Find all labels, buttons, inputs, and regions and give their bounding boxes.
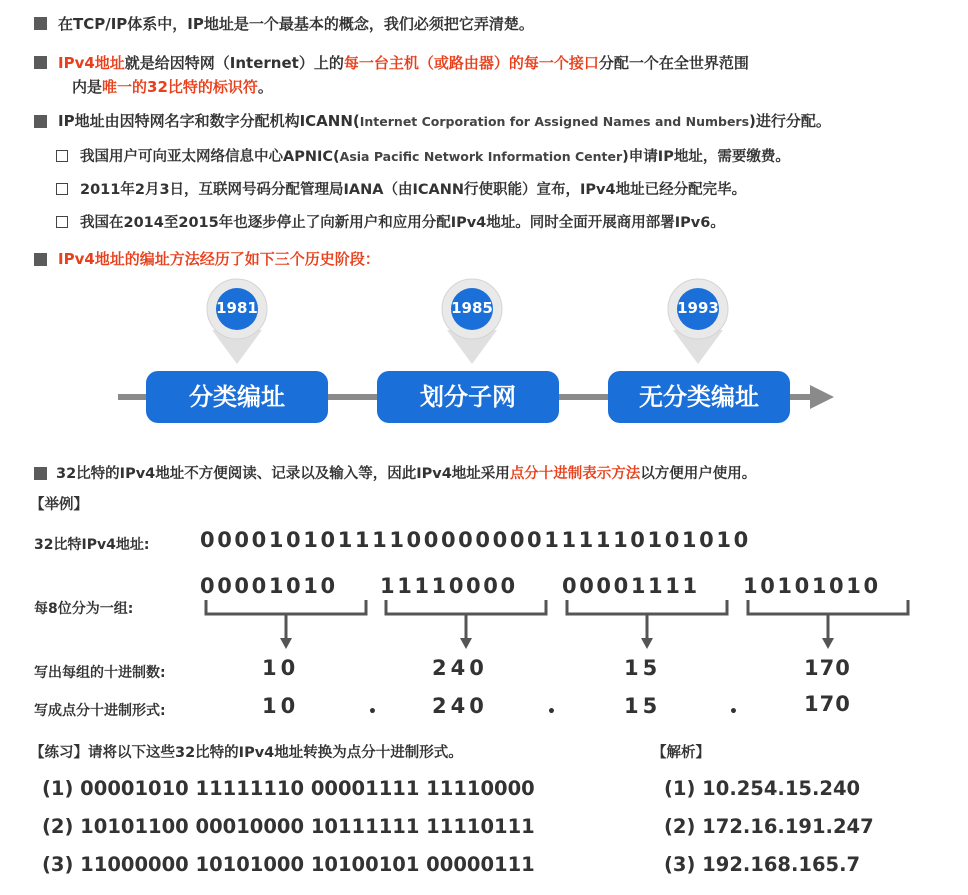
- bracket-4: [748, 600, 908, 614]
- row-label-dotted: 写成点分十进制形式:: [34, 703, 166, 719]
- group-4-bits: 10101010: [743, 574, 881, 598]
- text: 32比特的IPv4地址不方便阅读、记录以及输入等，因此IPv4地址采用: [56, 466, 510, 482]
- year-1985: 1985: [451, 299, 493, 317]
- group-1-bits: 00001010: [200, 574, 338, 598]
- group-2-bits: 11110000: [380, 574, 518, 598]
- practice-question-3: (3) 11000000 10101000 10100101 00000111: [42, 853, 535, 876]
- bracket-2: [386, 600, 546, 614]
- dot-separator: •: [729, 704, 738, 720]
- dot-separator: •: [368, 704, 377, 720]
- intro-line-5: IPv4地址的编址方法经历了如下三个历史阶段：: [58, 250, 380, 268]
- practice-title: 【练习】请将以下这些32比特的IPv4地址转换为点分十进制形式。: [30, 745, 463, 761]
- decimal-4: 170: [804, 656, 851, 680]
- arrow-down-icon: [460, 638, 472, 649]
- example-tag: 【举例】: [30, 497, 88, 513]
- practice-answer-3: (3) 192.168.165.7: [664, 853, 861, 876]
- decimal-3: 15: [624, 656, 662, 680]
- dot-separator: •: [547, 704, 556, 720]
- answer-title: 【解析】: [652, 745, 710, 761]
- text: 就是给因特网（Internet）上的: [124, 54, 344, 72]
- stage-subnetting: 划分子网: [377, 371, 559, 423]
- pin-1993: [668, 279, 728, 364]
- practice-question-2: (2) 10101100 00010000 10111111 11110111: [42, 815, 535, 838]
- pin-1985: [442, 279, 502, 364]
- stage-classful: 分类编址: [146, 371, 328, 423]
- practice-answer-2: (2) 172.16.191.247: [664, 815, 874, 838]
- highlight-interface: 每一台主机（或路由器）的每一个接口: [343, 54, 599, 72]
- bracket-3: [567, 600, 727, 614]
- arrow-down-icon: [822, 638, 834, 649]
- text: 。: [257, 78, 273, 96]
- ipv4-term: IPv4地址: [58, 54, 125, 72]
- text: 以方便用户使用。: [640, 466, 757, 482]
- group-3-bits: 00001111: [562, 574, 700, 598]
- highlight-unique-id: 唯一的32比特的标识符: [102, 78, 258, 96]
- decimal-2: 240: [432, 656, 488, 680]
- bullet-5: [34, 467, 47, 480]
- row-label-32bit: 32比特IPv4地址:: [34, 537, 150, 553]
- decimal-1: 10: [262, 656, 300, 680]
- year-1993: 1993: [677, 299, 719, 317]
- dotted-value-3: 15: [624, 694, 662, 718]
- text: IP地址由因特网名字和数字分配机构ICANN(: [58, 112, 360, 130]
- row-bits-32: 00001010111100000000111110101010: [200, 528, 751, 552]
- arrow-down-icon: [280, 638, 292, 649]
- text: )进行分配。: [749, 112, 831, 130]
- pin-1981: [207, 279, 267, 364]
- practice-answer-1: (1) 10.254.15.240: [664, 777, 861, 800]
- intro-line-1: 在TCP/IP体系中，IP地址是一个最基本的概念，我们必须把它弄清楚。: [58, 15, 534, 33]
- text: 内是: [72, 78, 103, 96]
- sub-line-2: 2011年2月3日，互联网号码分配管理局IANA（由ICANN行使职能）宣布，IPv4地址已经分配完毕。: [80, 182, 747, 198]
- text: 我国用户可向亚太网络信息中心APNIC(: [80, 149, 340, 165]
- icann-full-name: Internet Corporation for Assigned Names and Numbers: [359, 114, 750, 129]
- dotted-heading: [56, 462, 756, 483]
- timeline-arrowhead-icon: [810, 385, 834, 409]
- dotted-value-4: 170: [804, 692, 851, 716]
- dotted-value-2: 240: [432, 694, 488, 718]
- year-1981: 1981: [216, 299, 258, 317]
- arrow-down-icon: [641, 638, 653, 649]
- dotted-value-1: 10: [262, 694, 300, 718]
- row-label-decimal: 写出每组的十进制数:: [34, 665, 166, 681]
- text: 分配一个在全世界范围: [598, 54, 749, 72]
- practice-question-1: (1) 00001010 11111110 00001111 11110000: [42, 777, 535, 800]
- apnic-full-name: Asia Pacific Network Information Center: [339, 149, 623, 164]
- stage-classless: 无分类编址: [608, 371, 790, 423]
- row-label-groups: 每8位分为一组:: [34, 601, 134, 617]
- text: )申请IP地址，需要缴费。: [622, 149, 790, 165]
- highlight-dotted-decimal: 点分十进制表示方法: [509, 466, 641, 482]
- sub-line-3: 我国在2014至2015年也逐步停止了向新用户和应用分配IPv4地址。同时全面开展商用部署IPv6。: [80, 215, 725, 231]
- bracket-1: [206, 600, 366, 614]
